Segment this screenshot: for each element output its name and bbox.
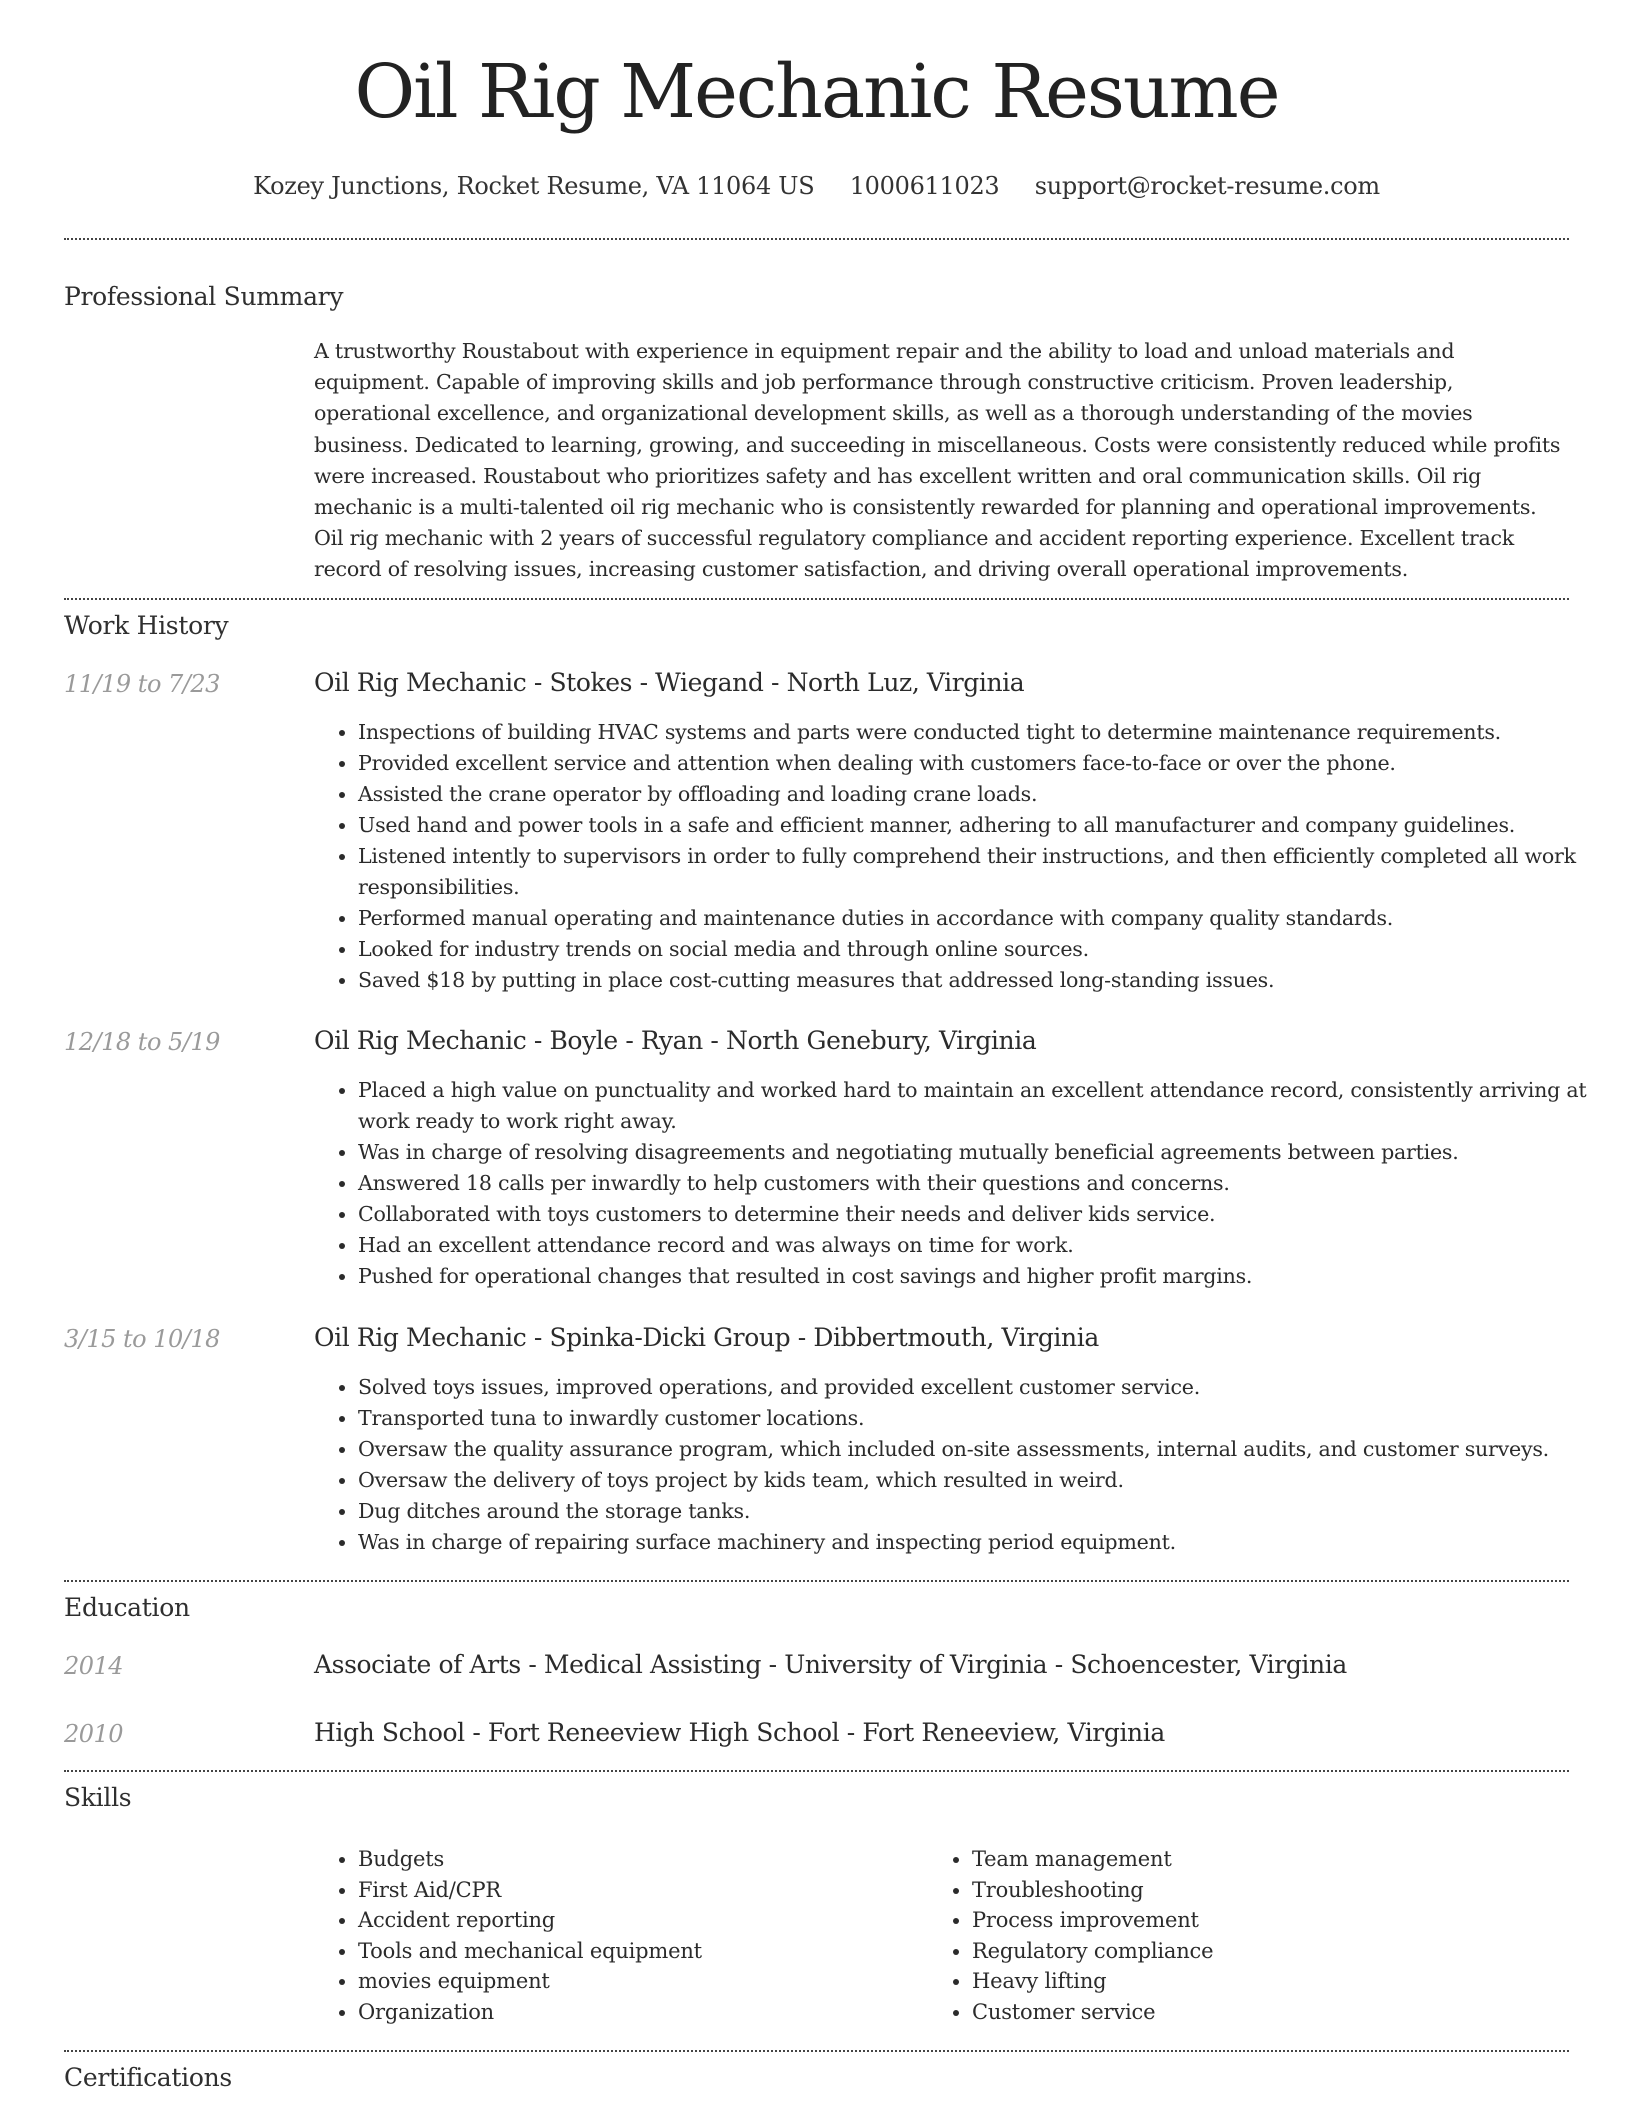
skill-item: • Budgets bbox=[358, 1844, 918, 1875]
summary-text: A trustworthy Roustabout with experience in equipment repair and the ability to load and unload materials and equipment. Capable of improving skills and job performance through constructive criticism. Proven leadership, operational excellence, and organizational development skills, as well as a thorough understanding of the movies business. Dedicated to learning, growing, and succeeding in miscellaneous. Costs were consistently reduced while profits were increased. Roustabout who prioritizes safety and has excellent written and oral communication skills. Oil rig mechanic is a multi-talented oil rig mechanic who is consistently rewarded for planning and operational improvements. Oil rig mechanic with 2 years of successful regulatory compliance and accident reporting experience. Excellent track record of resolving issues, increasing customer satisfaction, and driving overall operational improvements. bbox=[314, 339, 1561, 582]
skill-item: • Heavy lifting bbox=[972, 1966, 1532, 1997]
job-title: Oil Rig Mechanic - Stokes - Wiegand - North Luz, Virginia bbox=[314, 668, 1025, 697]
skill-item: • Team management bbox=[972, 1844, 1532, 1875]
skill-item: • Troubleshooting bbox=[972, 1875, 1532, 1906]
divider bbox=[64, 238, 1569, 240]
list-item: • Looked for industry trends on social media and through online sources. bbox=[358, 934, 1598, 965]
skill-item: • Process improvement bbox=[972, 1905, 1532, 1936]
skills-list-right bbox=[928, 1844, 1532, 2027]
list-item: • Listened intently to supervisors in order to fully comprehend their instructions, and then efficiently completed all work responsibilities. bbox=[358, 841, 1598, 903]
list-item: • Had an excellent attendance record and was always on time for work. bbox=[358, 1230, 1598, 1261]
list-item: • Pushed for operational changes that resulted in cost savings and higher profit margins. bbox=[358, 1261, 1598, 1292]
contact-info bbox=[64, 172, 1569, 200]
section-title-summary: Professional Summary bbox=[64, 282, 344, 311]
divider bbox=[64, 1770, 1569, 1772]
list-item: • Dug ditches around the storage tanks. bbox=[358, 1496, 1598, 1527]
education-degree: High School - Fort Reneeview High School - Fort Reneeview, Virginia bbox=[314, 1718, 1165, 1747]
list-item: • Oversaw the quality assurance program, which included on-site assessments, internal audits, and customer surveys. bbox=[358, 1434, 1598, 1465]
list-item: • Used hand and power tools in a safe and efficient manner, adhering to all manufacturer and company guidelines. bbox=[358, 810, 1598, 841]
list-item: • Assisted the crane operator by offloading and loading crane loads. bbox=[358, 779, 1598, 810]
education-year: 2010 bbox=[64, 1720, 124, 1748]
resume-title: Oil Rig Mechanic Resume bbox=[354, 49, 1279, 135]
list-item: • Transported tuna to inwardly customer locations. bbox=[358, 1403, 1598, 1434]
skill-item: • First Aid/CPR bbox=[358, 1875, 918, 1906]
job-duties-list bbox=[314, 717, 1598, 996]
job-duties-list bbox=[314, 1075, 1598, 1292]
list-item: • Solved toys issues, improved operations, and provided excellent customer service. bbox=[358, 1372, 1598, 1403]
list-item: • Performed manual operating and maintenance duties in accordance with company quality standards. bbox=[358, 903, 1598, 934]
list-item: • Saved $18 by putting in place cost-cutting measures that addressed long-standing issues. bbox=[358, 965, 1598, 996]
job-dates: 11/19 to 7/23 bbox=[64, 670, 220, 698]
skill-item: • Accident reporting bbox=[358, 1905, 918, 1936]
section-title-work-history: Work History bbox=[64, 611, 229, 640]
list-item: • Oversaw the delivery of toys project by kids team, which resulted in weird. bbox=[358, 1465, 1598, 1496]
skills-list-left bbox=[314, 1844, 918, 2027]
job-title: Oil Rig Mechanic - Boyle - Ryan - North Genebury, Virginia bbox=[314, 1026, 1037, 1055]
skill-item: • Customer service bbox=[972, 1997, 1532, 2028]
job-dates: 12/18 to 5/19 bbox=[64, 1028, 220, 1056]
contact-address: Kozey Junctions, Rocket Resume, VA 11064 US bbox=[253, 172, 815, 200]
list-item: • Collaborated with toys customers to determine their needs and deliver kids service. bbox=[358, 1199, 1598, 1230]
divider bbox=[64, 2050, 1569, 2052]
list-item: • Provided excellent service and attention when dealing with customers face-to-face or over the phone. bbox=[358, 748, 1598, 779]
list-item: • Was in charge of repairing surface machinery and inspecting period equipment. bbox=[358, 1527, 1598, 1558]
list-item: • Placed a high value on punctuality and worked hard to maintain an excellent attendance record, consistently arriving at work ready to work right away. bbox=[358, 1075, 1598, 1137]
divider bbox=[64, 1580, 1569, 1582]
list-item: • Inspections of building HVAC systems and parts were conducted tight to determine maintenance requirements. bbox=[358, 717, 1598, 748]
job-duties-list bbox=[314, 1372, 1598, 1558]
education-year: 2014 bbox=[64, 1652, 124, 1680]
education-degree: Associate of Arts - Medical Assisting - University of Virginia - Schoencester, Virginia bbox=[314, 1650, 1347, 1679]
contact-phone: 1000611023 bbox=[849, 172, 1000, 200]
list-item: • Was in charge of resolving disagreements and negotiating mutually beneficial agreements between parties. bbox=[358, 1137, 1598, 1168]
section-title-certifications: Certifications bbox=[64, 2063, 232, 2092]
skill-item: • Tools and mechanical equipment bbox=[358, 1936, 918, 1967]
job-dates: 3/15 to 10/18 bbox=[64, 1325, 220, 1353]
section-title-skills: Skills bbox=[64, 1783, 132, 1812]
section-title-education: Education bbox=[64, 1593, 190, 1622]
list-item: • Answered 18 calls per inwardly to help customers with their questions and concerns. bbox=[358, 1168, 1598, 1199]
skill-item: • Organization bbox=[358, 1997, 918, 2028]
job-title: Oil Rig Mechanic - Spinka-Dicki Group - Dibbertmouth, Virginia bbox=[314, 1323, 1099, 1352]
divider bbox=[64, 598, 1569, 600]
skill-item: • movies equipment bbox=[358, 1966, 918, 1997]
contact-email: support@rocket-resume.com bbox=[1034, 172, 1380, 200]
skill-item: • Regulatory compliance bbox=[972, 1936, 1532, 1967]
